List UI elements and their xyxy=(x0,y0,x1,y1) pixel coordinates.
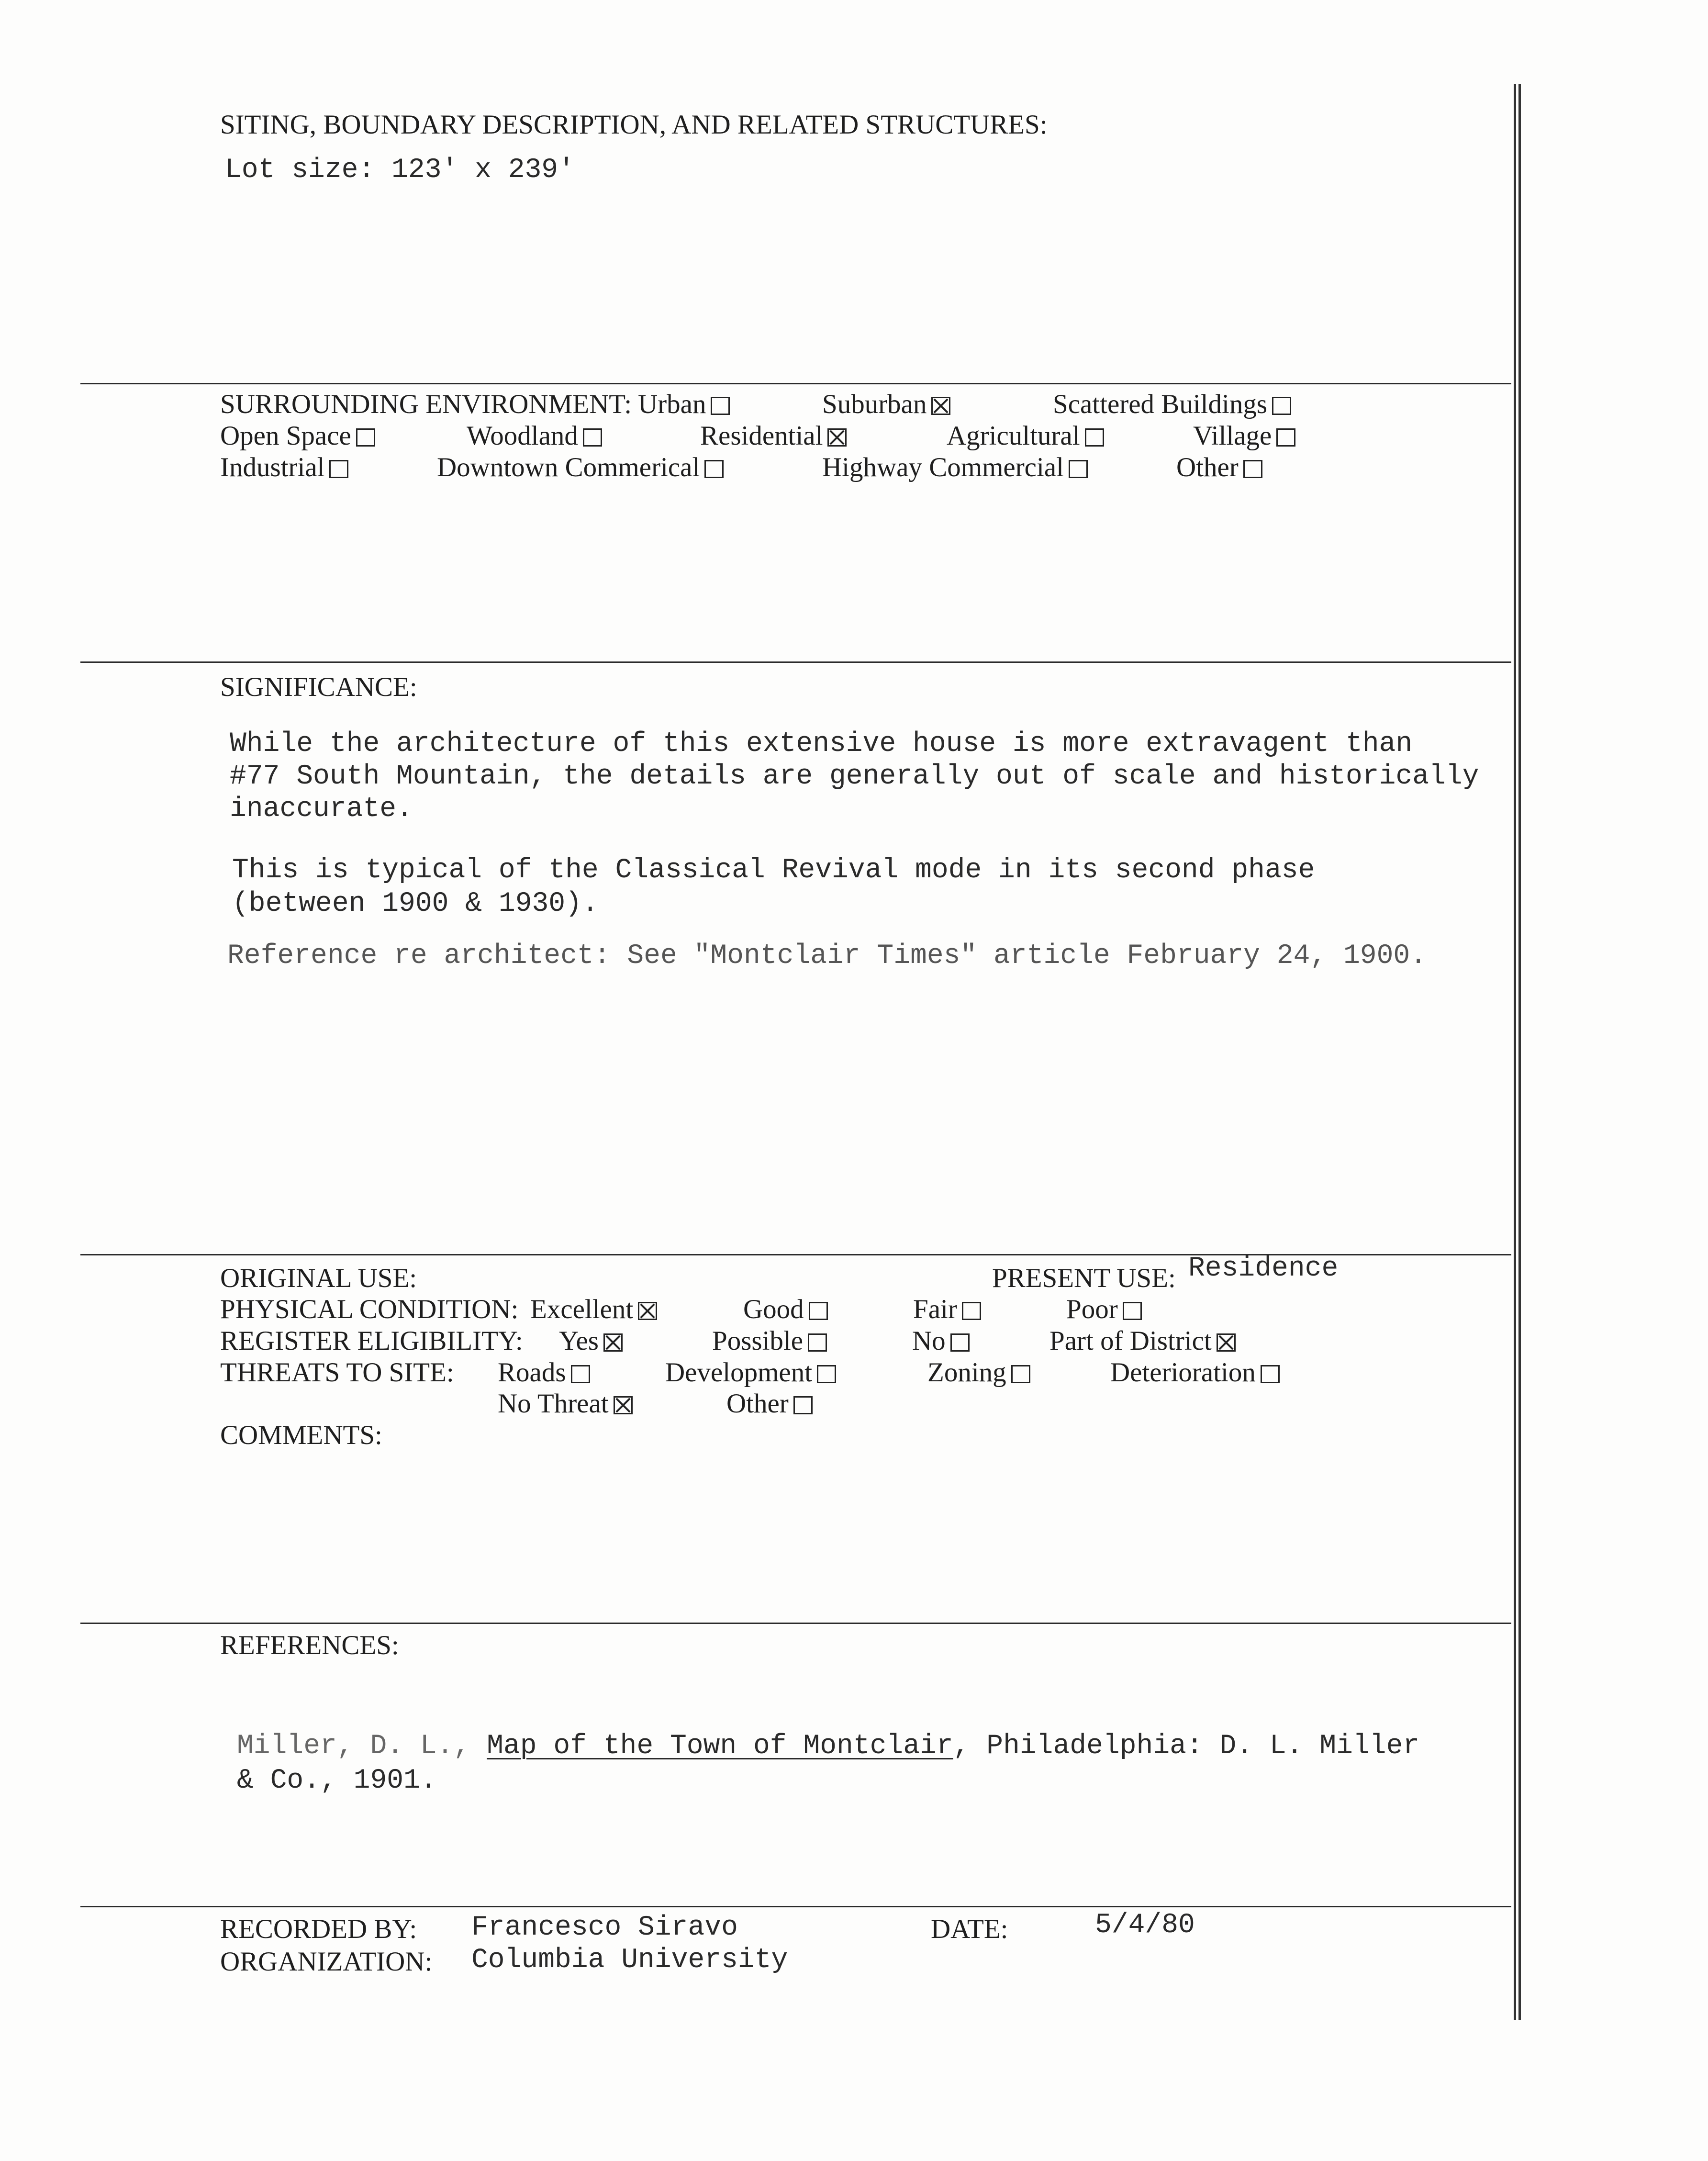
threat-option-label: No Threat xyxy=(498,1388,609,1419)
reference-publisher: , Philadelphia: D. L. Miller xyxy=(953,1731,1420,1762)
threat-deterioration-checkbox[interactable] xyxy=(1261,1365,1280,1383)
eligibility-option-label: Yes xyxy=(559,1326,599,1356)
env-industrial-checkbox[interactable] xyxy=(329,460,348,478)
reference-entry-line xyxy=(237,1731,1419,1762)
comments-label: COMMENTS: xyxy=(220,1420,382,1450)
env-option-urban xyxy=(638,389,730,420)
condition-option-label: Poor xyxy=(1066,1294,1118,1324)
reference-entry-line: & Co., 1901. xyxy=(237,1765,437,1796)
env-option-residential xyxy=(700,420,847,451)
eligibility-option-label: Part of District xyxy=(1049,1326,1212,1356)
divider-5 xyxy=(80,1906,1511,1907)
env-scattered-buildings-checkbox[interactable] xyxy=(1272,397,1291,415)
eligibility-option-label: Possible xyxy=(712,1326,804,1356)
env-village-checkbox[interactable] xyxy=(1276,428,1295,447)
siting-heading: SITING, BOUNDARY DESCRIPTION, AND RELATED STRUCTURES: xyxy=(220,110,1048,140)
threat-option-no-threat xyxy=(498,1388,633,1419)
condition-poor-checkbox[interactable] xyxy=(1123,1302,1142,1320)
condition-excellent-checkbox[interactable] xyxy=(638,1302,657,1320)
eligibility-no-checkbox[interactable] xyxy=(950,1333,970,1352)
significance-architect-reference: Reference re architect: See "Montclair Times" article February 24, 1900. xyxy=(227,941,1427,972)
threat-option-zoning xyxy=(927,1357,1030,1388)
reference-title: Map of the Town of Montclair xyxy=(487,1731,953,1762)
register-eligibility-label: REGISTER ELIGIBILITY: xyxy=(220,1326,523,1356)
condition-good-checkbox[interactable] xyxy=(809,1302,828,1320)
significance-text-line: (between 1900 & 1930). xyxy=(232,888,599,919)
env-option-label: Industrial xyxy=(220,452,325,482)
threat-option-label: Zoning xyxy=(927,1357,1006,1388)
threat-option-label: Development xyxy=(665,1357,813,1388)
threat-option-roads xyxy=(498,1357,590,1388)
significance-text-line: #77 South Mountain, the details are generally out of scale and historically xyxy=(230,761,1479,792)
condition-option-fair xyxy=(913,1294,981,1325)
significance-text-line: This is typical of the Classical Revival mode in its second phase xyxy=(232,855,1315,886)
env-option-label: Agricultural xyxy=(947,421,1080,451)
env-option-label: Scattered Buildings xyxy=(1053,389,1268,419)
threat-option-label: Roads xyxy=(498,1357,566,1388)
condition-option-label: Fair xyxy=(913,1294,957,1324)
references-heading: REFERENCES: xyxy=(220,1630,399,1660)
threat-option-label: Deterioration xyxy=(1110,1357,1256,1388)
right-border-inner xyxy=(1518,84,1521,2020)
threat-option-label: Other xyxy=(726,1388,789,1419)
present-use-value: Residence xyxy=(1188,1253,1339,1284)
significance-heading: SIGNIFICANCE: xyxy=(220,672,417,702)
env-other-checkbox[interactable] xyxy=(1243,460,1262,478)
env-option-label: Highway Commercial xyxy=(822,452,1064,482)
organization-value: Columbia University xyxy=(471,1945,788,1976)
threat-other-checkbox[interactable] xyxy=(793,1396,813,1414)
eligibility-option-label: No xyxy=(912,1326,946,1356)
condition-option-good xyxy=(743,1294,828,1325)
env-woodland-checkbox[interactable] xyxy=(583,428,602,447)
env-option-label: Other xyxy=(1176,452,1239,482)
condition-option-poor xyxy=(1066,1294,1142,1325)
environment-heading: SURROUNDING ENVIRONMENT: xyxy=(220,389,632,419)
threats-label: THREATS TO SITE: xyxy=(220,1357,454,1388)
threat-option-other xyxy=(726,1388,813,1419)
env-option-village xyxy=(1193,420,1295,451)
right-border-outer xyxy=(1514,84,1516,2020)
divider-4 xyxy=(80,1623,1511,1624)
condition-fair-checkbox[interactable] xyxy=(962,1302,981,1320)
condition-option-excellent xyxy=(530,1294,657,1325)
threat-option-development xyxy=(665,1357,836,1388)
env-option-downtown-commerical xyxy=(437,452,724,483)
eligibility-yes-checkbox[interactable] xyxy=(603,1333,623,1352)
recorded-by-label: RECORDED BY: xyxy=(220,1914,417,1944)
divider-1 xyxy=(80,383,1511,384)
eligibility-option-part-of-district xyxy=(1049,1325,1236,1356)
env-option-agricultural xyxy=(947,420,1104,451)
env-option-open-space xyxy=(220,420,375,451)
divider-2 xyxy=(80,661,1511,663)
env-downtown-commerical-checkbox[interactable] xyxy=(704,460,724,478)
eligibility-part-of-district-checkbox[interactable] xyxy=(1217,1333,1236,1352)
env-option-highway-commercial xyxy=(822,452,1088,483)
env-highway-commercial-checkbox[interactable] xyxy=(1069,460,1088,478)
env-option-label: Woodland xyxy=(467,421,578,451)
env-option-scattered-buildings xyxy=(1053,389,1291,420)
eligibility-option-no xyxy=(912,1325,970,1356)
date-label: DATE: xyxy=(931,1914,1008,1944)
env-option-label: Urban xyxy=(638,389,706,419)
env-urban-checkbox[interactable] xyxy=(711,397,730,415)
env-option-label: Downtown Commerical xyxy=(437,452,700,482)
significance-text-line: inaccurate. xyxy=(230,794,413,825)
threat-roads-checkbox[interactable] xyxy=(571,1365,590,1383)
env-option-other xyxy=(1176,452,1262,483)
env-option-label: Suburban xyxy=(822,389,927,419)
original-use-label: ORIGINAL USE: xyxy=(220,1263,417,1293)
organization-label: ORGANIZATION: xyxy=(220,1947,433,1977)
condition-option-label: Good xyxy=(743,1294,804,1324)
reference-author: Miller, D. L., xyxy=(237,1731,487,1762)
env-option-label: Residential xyxy=(700,421,823,451)
physical-condition-label: PHYSICAL CONDITION: xyxy=(220,1294,519,1324)
condition-option-label: Excellent xyxy=(530,1294,634,1324)
env-option-label: Village xyxy=(1193,421,1272,451)
env-suburban-checkbox[interactable] xyxy=(931,397,950,415)
threat-zoning-checkbox[interactable] xyxy=(1011,1365,1030,1383)
recorded-by-value: Francesco Siravo xyxy=(471,1912,738,1943)
env-option-label: Open Space xyxy=(220,421,351,451)
threat-option-deterioration xyxy=(1110,1357,1280,1388)
present-use-label: PRESENT USE: xyxy=(992,1263,1176,1293)
threat-no-threat-checkbox[interactable] xyxy=(614,1396,633,1414)
significance-text-line: While the architecture of this extensive house is more extravagent than xyxy=(230,728,1413,760)
env-option-industrial xyxy=(220,452,348,483)
threat-development-checkbox[interactable] xyxy=(817,1365,836,1383)
env-option-suburban xyxy=(822,389,950,420)
env-option-woodland xyxy=(467,420,602,451)
date-value: 5/4/80 xyxy=(1095,1910,1195,1941)
env-residential-checkbox[interactable] xyxy=(827,428,847,447)
eligibility-possible-checkbox[interactable] xyxy=(808,1333,827,1352)
env-agricultural-checkbox[interactable] xyxy=(1085,428,1104,447)
lot-size: Lot size: 123' x 239' xyxy=(225,155,575,186)
eligibility-option-possible xyxy=(712,1325,827,1356)
eligibility-option-yes xyxy=(559,1325,623,1356)
env-open-space-checkbox[interactable] xyxy=(356,428,375,447)
